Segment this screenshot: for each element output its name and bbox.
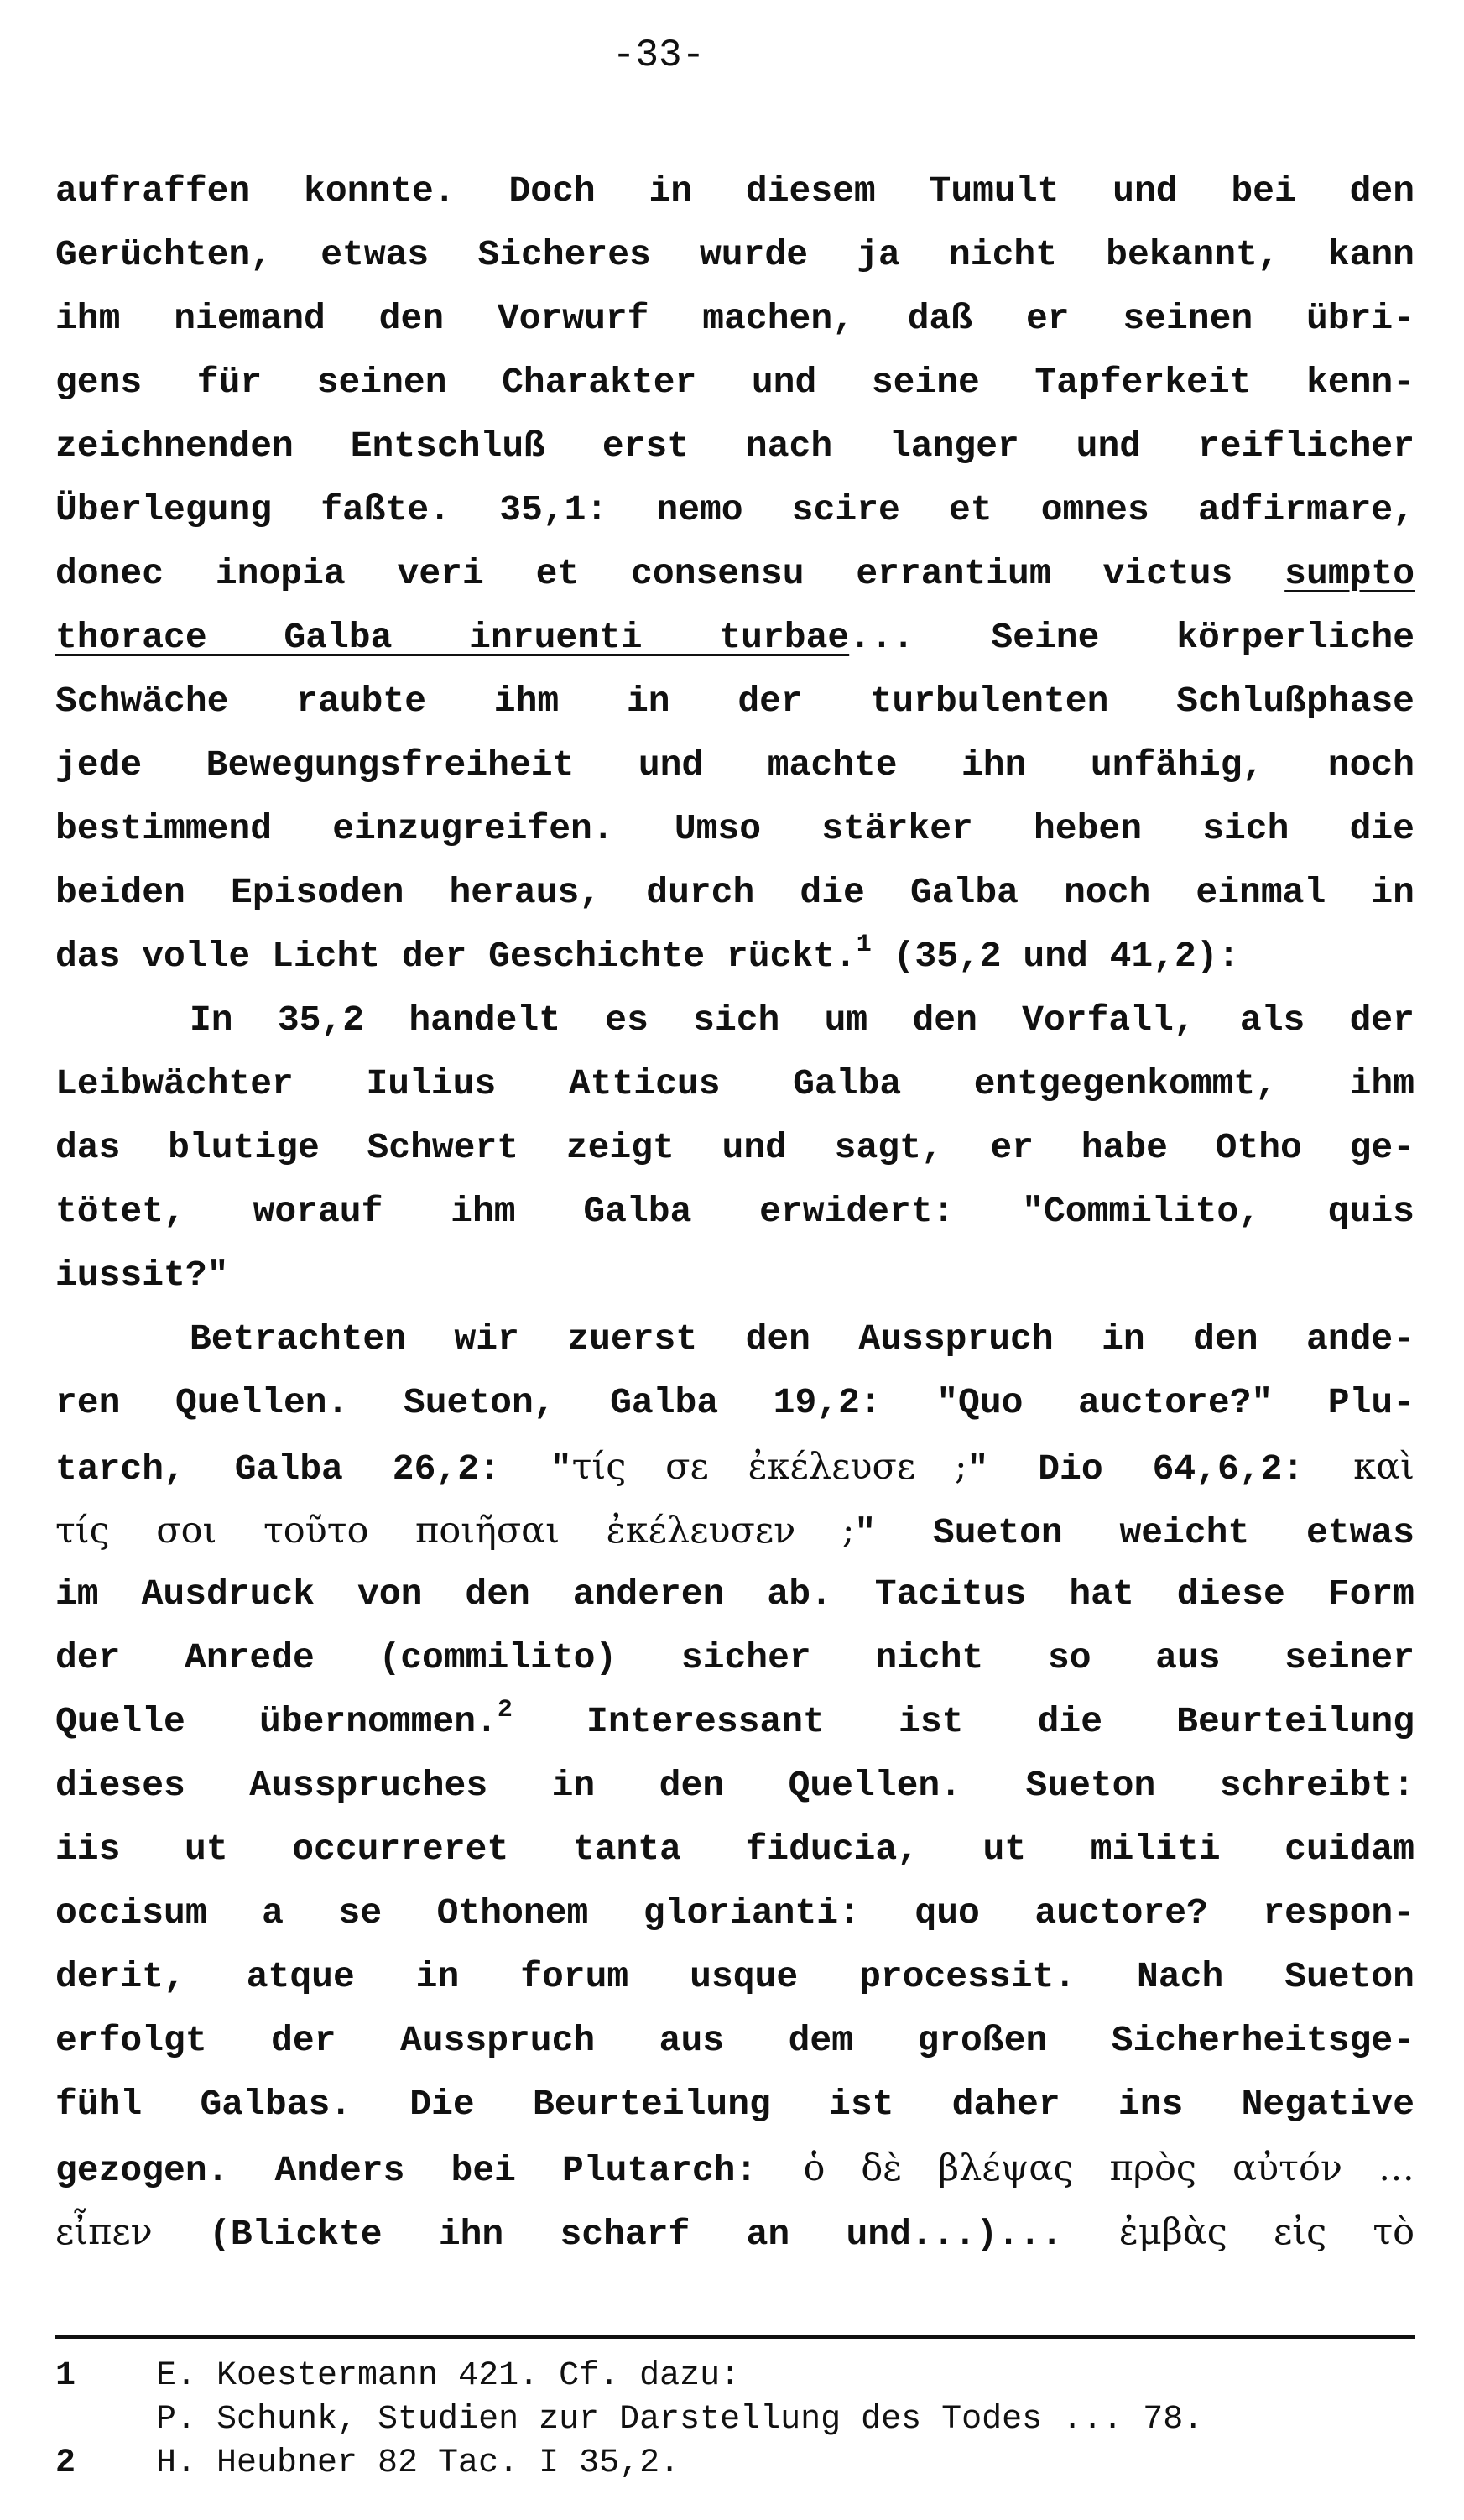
text-line: erfolgt der Ausspruch aus dem großen Sicherheitsge- (55, 2020, 1415, 2061)
text-line (55, 606, 1415, 670)
underlined-quote: sumpto (1284, 553, 1415, 594)
text-segment: (35,2 und 41,2): (871, 936, 1240, 977)
text-line: Überlegung faßte. 35,1: nemo scire et omnes adfirmare, (55, 489, 1415, 530)
text-line: Gerüchten, etwas Sicheres wurde ja nicht bekannt, kann (55, 234, 1415, 275)
footnote-number: 1 (55, 2357, 76, 2395)
greek-quote: εἶπεν (55, 2211, 153, 2253)
footnote-number: 2 (55, 2444, 76, 2482)
greek-quote: ὁ δὲ βλέψας πρὸς αὐτόν … (803, 2147, 1415, 2189)
text-segment: " Dio 64,6,2: (966, 1448, 1354, 1490)
text-segment: " Sueton weicht etwas (854, 1512, 1415, 1553)
text-segment: Quelle übernommen. (55, 1701, 498, 1742)
text-line: gens für seinen Charakter und seine Tapferkeit kenn- (55, 362, 1415, 403)
text-line (55, 1690, 1415, 1754)
text-line (55, 1499, 1415, 1563)
text-line: jede Bewegungsfreiheit und machte ihn unfähig, noch (55, 744, 1415, 785)
text-line: aufraffen konnte. Doch in diesem Tumult und bei den (55, 170, 1415, 211)
text-segment: Interessant ist die Beurteilung (512, 1701, 1415, 1742)
text-line: bestimmend einzugreifen. Umso stärker heben sich die (55, 808, 1415, 849)
footnotes (55, 2355, 1415, 2486)
text-segment: ... Seine körperliche (849, 617, 1415, 658)
text-line: tötet, worauf ihm Galba erwidert: "Commilito, quis (55, 1191, 1415, 1232)
text-line: occisum a se Othonem glorianti: quo auctore? respon- (55, 1892, 1415, 1933)
text-line: iis ut occurreret tanta fiducia, ut militi cuidam (55, 1829, 1415, 1870)
text-line: Schwäche raubte ihm in der turbulenten Schlußphase (55, 681, 1415, 722)
text-line: das blutige Schwert zeigt und sagt, er habe Otho ge- (55, 1127, 1415, 1168)
text-segment: das volle Licht der Geschichte rückt. (55, 936, 857, 977)
footnote-text: H. Heubner 82 Tac. I 35,2. (156, 2444, 680, 2482)
text-line: ren Quellen. Sueton, Galba 19,2: "Quo auctore?" Plu- (55, 1382, 1415, 1423)
body-text (55, 159, 1415, 2264)
greek-quote: τίς σοι τοῦτο ποιῆσαι ἐκέλευσεν ; (55, 1510, 855, 1552)
text-line: fühl Galbas. Die Beurteilung ist daher ins Negative (55, 2084, 1415, 2125)
text-line (55, 2137, 1415, 2200)
text-line (55, 2200, 1415, 2264)
page-number: -33- (612, 34, 706, 77)
text-segment: (Blickte ihn scharf an und...)... (152, 2214, 1119, 2255)
footnote (55, 2442, 1415, 2486)
text-line: derit, atque in forum usque processit. Nach Sueton (55, 1956, 1415, 1997)
text-segment: donec inopia veri et consensu errantium victus (55, 553, 1285, 594)
text-segment: gezogen. Anders bei Plutarch: (55, 2150, 804, 2191)
text-line: im Ausdruck von den anderen ab. Tacitus hat diese Form (55, 1573, 1415, 1615)
text-line: Leibwächter Iulius Atticus Galba entgegenkommt, ihm (55, 1063, 1415, 1104)
text-line: In 35,2 handelt es sich um den Vorfall, als der (190, 999, 1415, 1041)
text-line: beiden Episoden heraus, durch die Galba noch einmal in (55, 872, 1415, 913)
footnote-ref-2: 2 (497, 1696, 513, 1724)
text-line: Betrachten wir zuerst den Ausspruch in den ande- (190, 1318, 1415, 1359)
text-line: dieses Ausspruches in den Quellen. Sueton schreibt: (55, 1765, 1415, 1806)
footnote-text: P. Schunk, Studien zur Darstellung des Todes ... 78. (156, 2401, 1204, 2439)
text-segment: tarch, Galba 26,2: " (55, 1448, 572, 1490)
text-line: zeichnenden Entschluß erst nach langer und reiflicher (55, 425, 1415, 467)
footnote-ref-1: 1 (856, 931, 872, 959)
footnote (55, 2398, 1415, 2442)
underlined-quote: thorace Galba inruenti turbae (55, 617, 850, 658)
greek-quote: τίς σε ἐκέλευσε ; (571, 1446, 967, 1488)
footnote-separator (55, 2335, 1415, 2339)
footnote-text: E. Koestermann 421. Cf. dazu: (156, 2357, 741, 2395)
greek-quote: καὶ (1353, 1446, 1415, 1488)
text-line: iussit?" (55, 1255, 229, 1296)
greek-quote: ἐμβὰς εἰς τὸ (1118, 2211, 1415, 2253)
text-line: der Anrede (commilito) sicher nicht so aus seiner (55, 1637, 1415, 1678)
text-line (55, 542, 1415, 606)
text-line (55, 1435, 1415, 1499)
footnote-number (55, 2398, 156, 2442)
text-line (55, 925, 1415, 989)
text-line: ihm niemand den Vorwurf machen, daß er seinen übri- (55, 298, 1415, 339)
footnote (55, 2355, 1415, 2398)
